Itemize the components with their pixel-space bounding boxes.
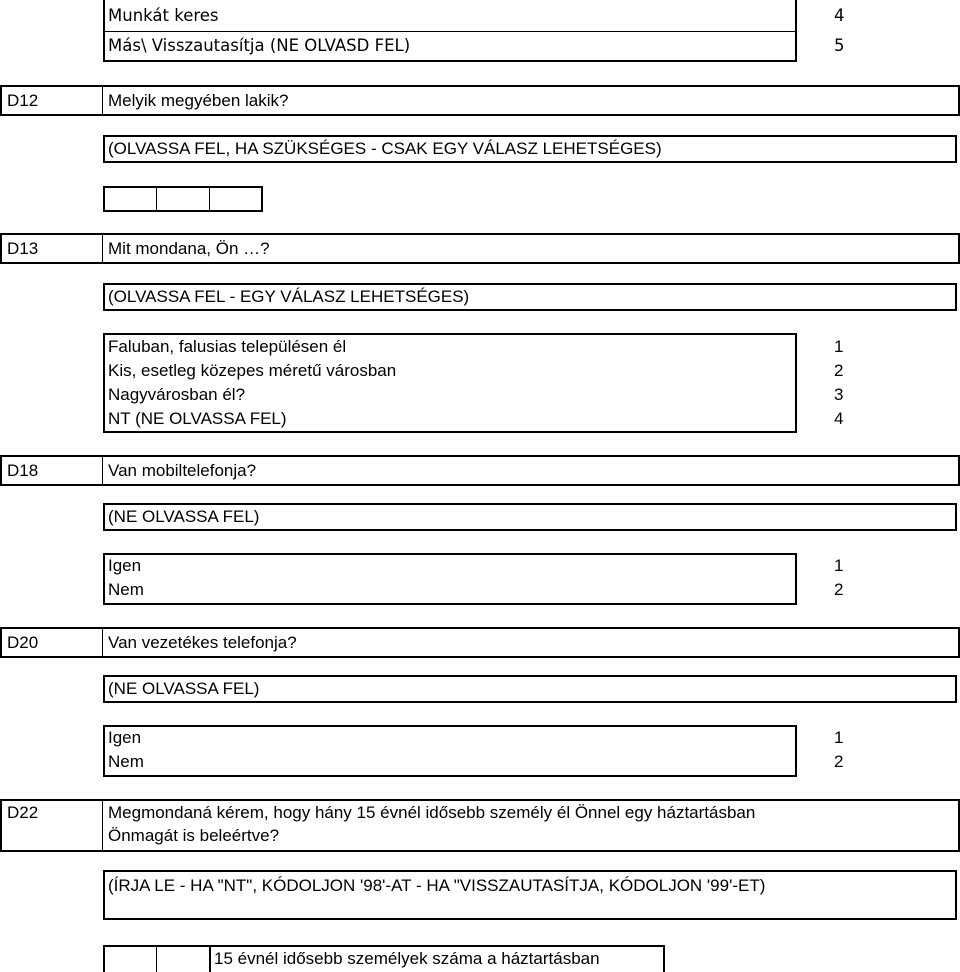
option-code: 5 xyxy=(834,36,845,55)
county-code-cell-divider xyxy=(209,186,210,212)
question-text: Van vezetékes telefonja? xyxy=(108,633,297,652)
option-label[interactable]: Faluban, falusias településen él xyxy=(108,337,347,356)
option-label[interactable]: NT (NE OLVASSA FEL) xyxy=(108,409,287,428)
instruction-text: (OLVASSA FEL - EGY VÁLASZ LEHETSÉGES) xyxy=(108,287,470,306)
option-label[interactable]: Nem xyxy=(108,752,144,771)
instruction-text: (ÍRJA LE - HA "NT", KÓDOLJON '98'-AT - HA "VISSZAUTASÍTJA, KÓDOLJON '99'-ET) xyxy=(108,876,766,895)
option-code: 2 xyxy=(834,361,844,380)
question-text: Van mobiltelefonja? xyxy=(108,461,257,480)
question-id: D22 xyxy=(7,803,39,822)
instruction-text: (NE OLVASSA FEL) xyxy=(108,679,260,698)
household-count-entry[interactable] xyxy=(103,945,211,972)
answer-label: 15 évnél idősebb személyek száma a háztartásban xyxy=(214,949,600,968)
question-id: D20 xyxy=(7,633,39,652)
question-id: D18 xyxy=(7,461,39,480)
option-label[interactable]: Kis, esetleg közepes méretű városban xyxy=(108,361,397,380)
option-label[interactable]: Nem xyxy=(108,580,144,599)
county-code-cell-divider xyxy=(156,186,157,212)
option-code: 1 xyxy=(834,728,844,747)
question-text: Megmondaná kérem, hogy hány 15 évnél idősebb személy él Önnel egy háztartásban xyxy=(108,803,756,822)
d12-row-divider xyxy=(102,85,103,116)
instruction-text: (NE OLVASSA FEL) xyxy=(108,507,260,526)
top-options-divider xyxy=(103,31,797,32)
question-id: D13 xyxy=(7,239,39,258)
option-code: 4 xyxy=(834,409,844,428)
option-label: Munkát keres xyxy=(108,6,219,25)
option-label: Más\ Visszautasítja (NE OLVASD FEL) xyxy=(108,36,411,55)
county-code-entry[interactable] xyxy=(103,186,263,212)
d18-options-box xyxy=(103,553,797,605)
option-code: 3 xyxy=(834,385,844,404)
option-label[interactable]: Igen xyxy=(108,556,142,575)
question-text: Önmagát is beleértve? xyxy=(108,826,280,845)
option-label[interactable]: Nagyvárosban él? xyxy=(108,385,246,404)
option-code: 4 xyxy=(834,6,845,25)
d20-options-box xyxy=(103,725,797,777)
d18-row-divider xyxy=(102,455,103,486)
d22-row-divider xyxy=(102,799,103,852)
option-code: 1 xyxy=(834,556,844,575)
question-text: Mit mondana, Ön …? xyxy=(108,239,270,258)
option-label[interactable]: Igen xyxy=(108,728,142,747)
instruction-text: (OLVASSA FEL, HA SZÜKSÉGES - CSAK EGY VÁLASZ LEHETSÉGES) xyxy=(108,139,662,158)
question-text: Melyik megyében lakik? xyxy=(108,91,289,110)
household-count-cell-divider xyxy=(156,945,157,972)
d13-row-divider xyxy=(102,233,103,264)
question-id: D12 xyxy=(7,91,39,110)
option-code: 1 xyxy=(834,337,844,356)
d20-row-divider xyxy=(102,627,103,658)
option-code: 2 xyxy=(834,752,844,771)
option-code: 2 xyxy=(834,580,844,599)
